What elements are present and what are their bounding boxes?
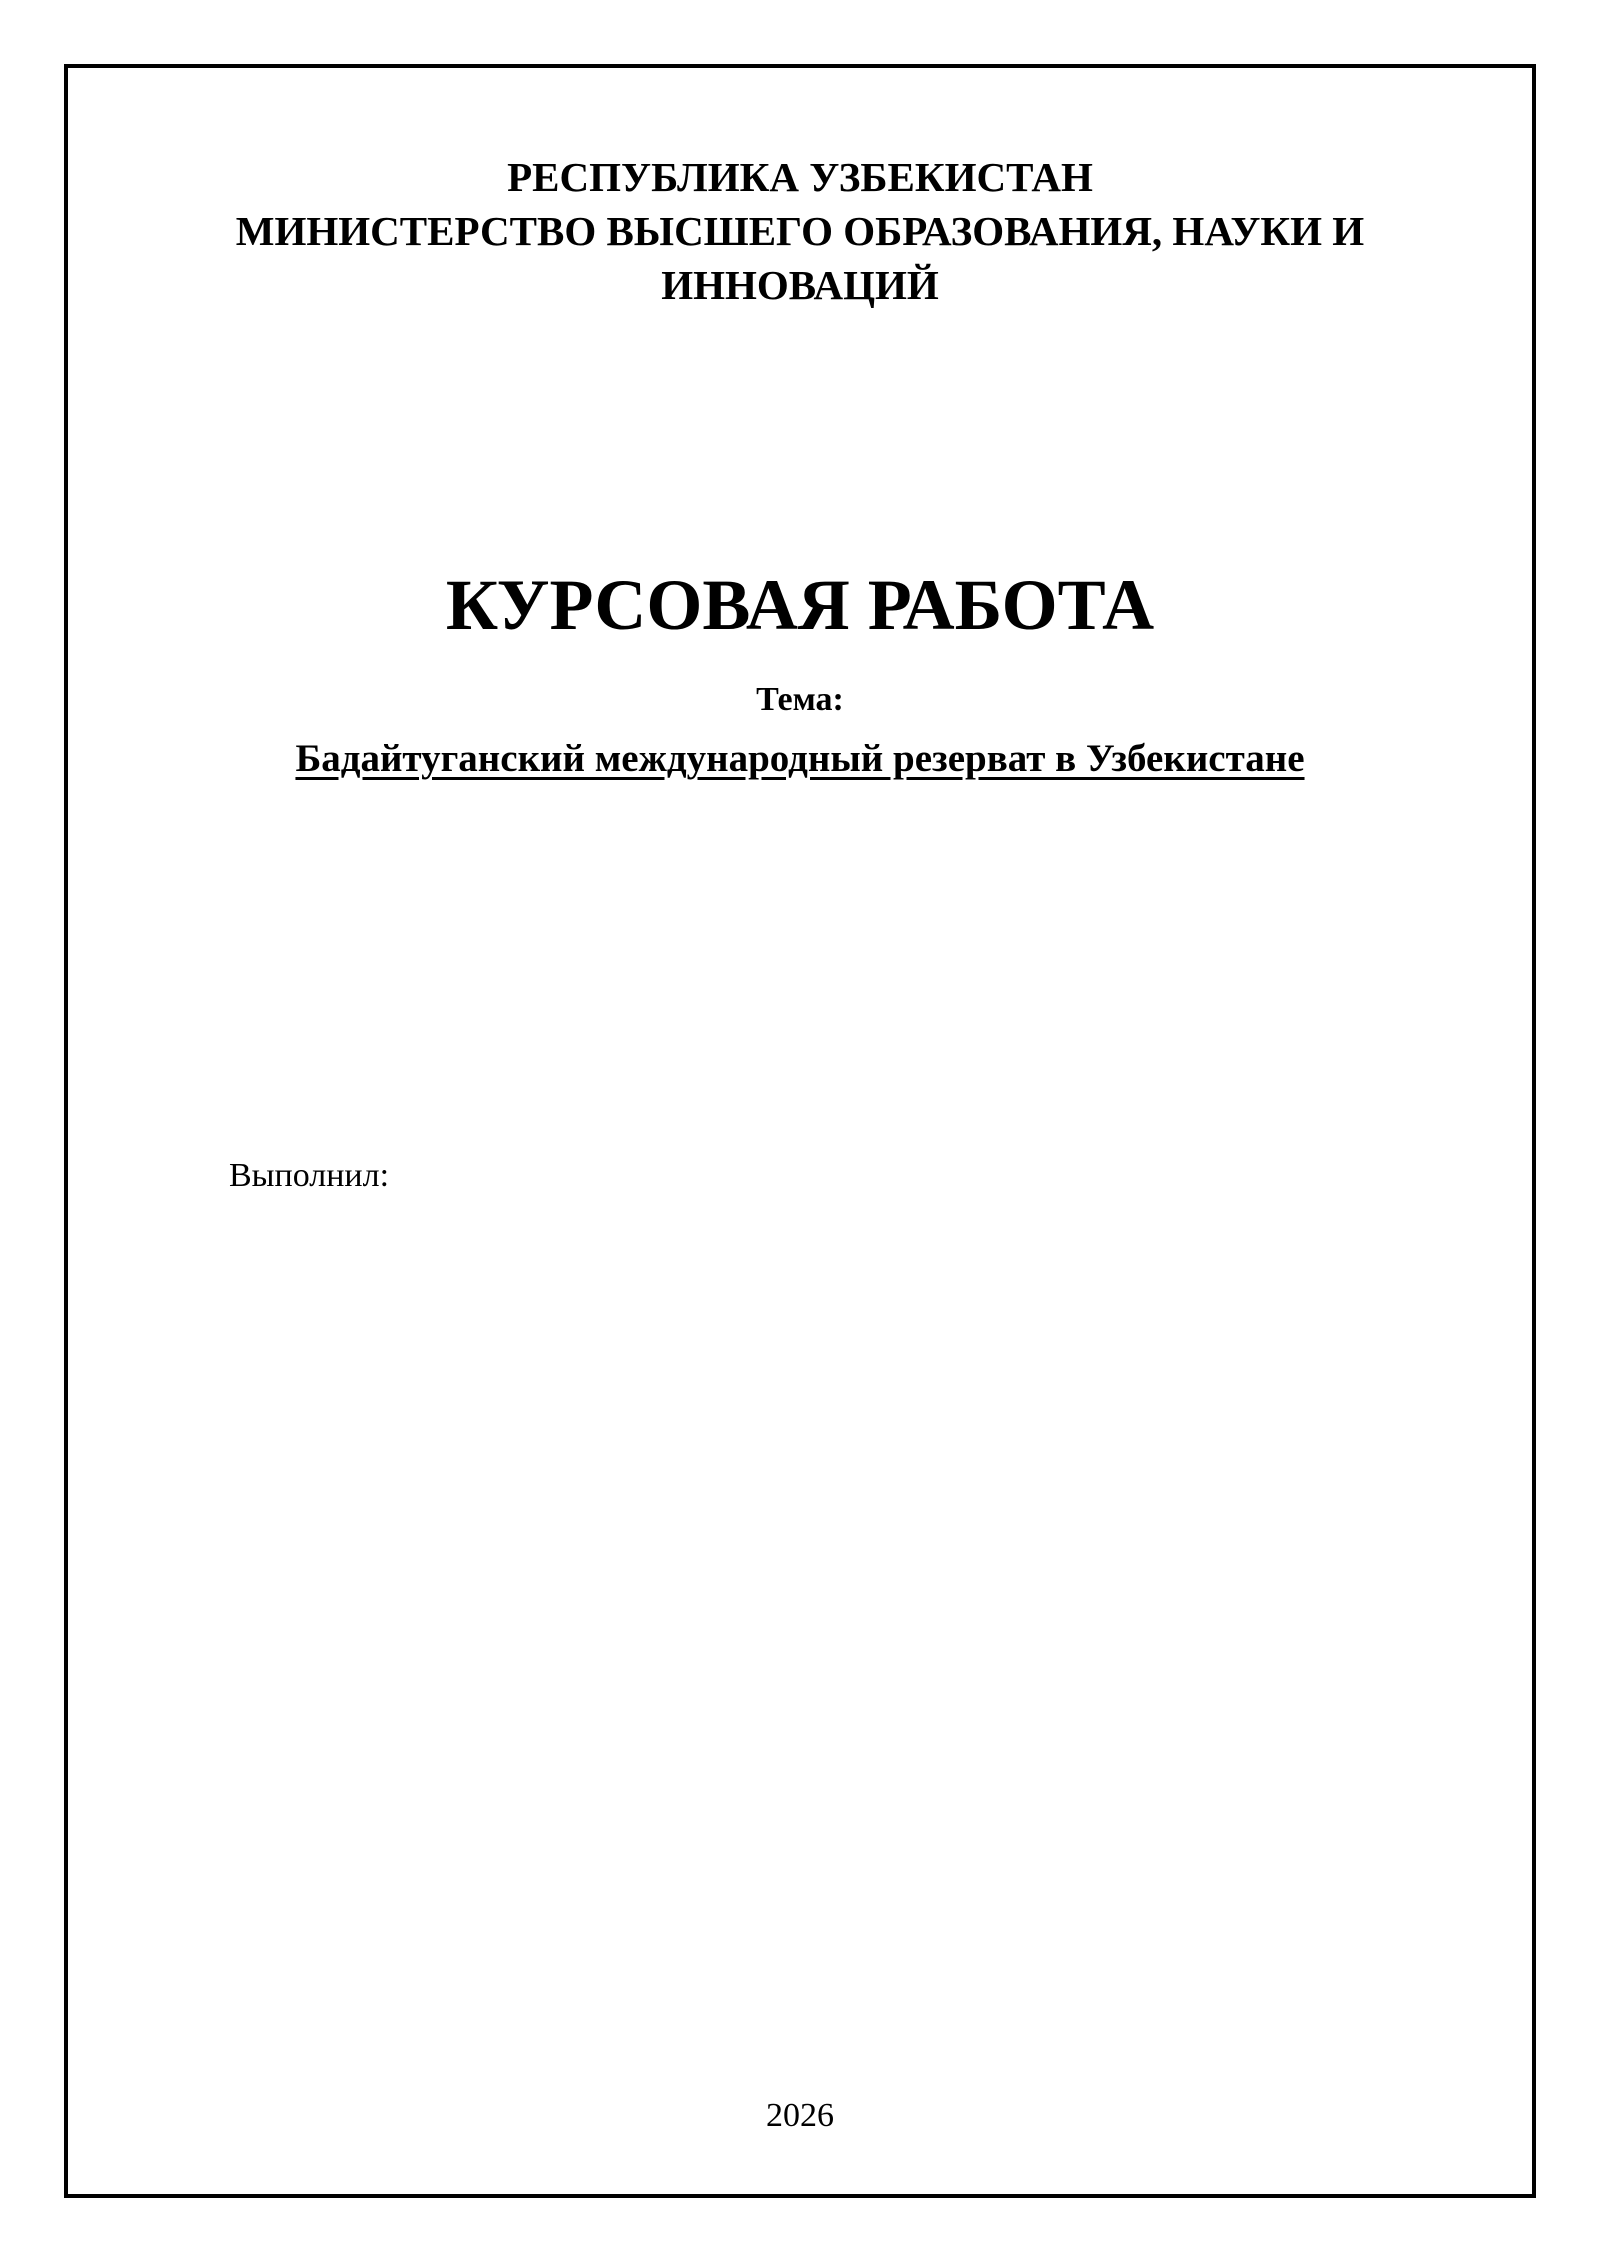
ministry-name-line-1: МИНИСТЕРСТВО ВЫСШЕГО ОБРАЗОВАНИЯ, НАУКИ И — [235, 208, 1365, 254]
topic-label: Тема: — [756, 681, 844, 718]
author-label: Выполнил: — [229, 1157, 390, 1194]
ministry-name-line-2: ИННОВАЦИЙ — [661, 262, 939, 308]
document-title: КУРСОВАЯ РАБОТА — [445, 565, 1155, 645]
country-name: РЕСПУБЛИКА УЗБЕКИСТАН — [507, 154, 1093, 200]
topic-title: Бадайтуганский международный резерват в Узбекистане — [295, 737, 1305, 780]
year: 2026 — [766, 2097, 834, 2134]
page-border — [64, 64, 1536, 2198]
institution-header — [64, 150, 1536, 312]
